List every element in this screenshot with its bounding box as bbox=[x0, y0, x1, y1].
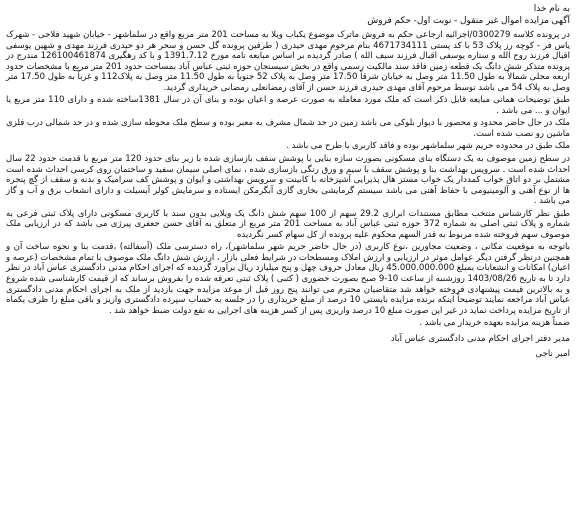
zoning-paragraph: ملک طبق در محدوده حریم شهر سلماشهر بوده و فاقد کاربری یا طرح می باشد . bbox=[286, 141, 570, 152]
valuation-and-auction-paragraph: باتوجه به موقعیت مکانی ، وضعیت مجاورین ،نوع کاربری (در حال حاضر حریم شهر سلماشهر)، راه دسترسی ملک (آسفالته) ،قدمت بنا و نحوه ساخت آن و همچنین درنظر گرفتن دیگر عوامل موثر در ارزیابی و ارزش املاک ومسطحات در شرایط فعلی بازار ، ارزش شش دانگ ملک موصوف با تمام مشخصات (عرصه و اعیان) امکانات و انشعابات بمبلغ 45.000.000.000 ریال معادل حروف چهل و پنج میلیارد ریال برآورد گردیده که اجرای احکام مدنی دادگستری عباس آباد در نظر دارد تا به تاریخ 1403/08/26 روزشنبه از ساعت 10-9 صبح بصورت حضوری ( کتبی ) پلاک ثبتی تعرفه شده را بفروش برساند که از قیمت کارشناسی شده شروع و به بالاترین قیمت پیشنهادی فروخته خواهد شد متقاضیان محترم می توانند پنج روز قبل از موعد مزایده جهت بازدید از ملک به اجرای احکام مدنی دادگستری عباس آباد مراجعه نمایند توضیحاً اینکه برنده مزایده بایستی 10 درصد از مبلغ خریداری را در جلسه به حساب سپرده دادگستری واریز و باقی مبلغ را ظرف یکماه از تاریخ مزایده پرداخت نماید در غیر این صورت مبلغ 10 درصد واریزی پس از کسر هزینه های اجرایی به نفع دولت ضبط خواهد شد . bbox=[6, 242, 570, 316]
bismillah-line: به نام خدا bbox=[533, 4, 570, 14]
property-boundary-paragraph: ملک در حال حاضر محدود و محصور با دیوار بلوکی می باشد زمین در حد شمال مشرف به معبر بوده و سطح ملک محوطه سازی شده و در حد شمالی درب فلزی ماشین رو نصب شده است. bbox=[6, 118, 570, 139]
expert-opinion-paragraph: طبق نظر کارشناس منتخب مطابق مستندات ابرازی 29.2 سهم از 100 سهم شش دانگ یک ویلایی بدون سند با کاربری مسکونی دارای پلاک ثبتی فرعی به شماره و پلاک ثبتی اصلی به شماره 372 حوزه ثبتی عباس آباد به مساحت 201 متر مربع از متعلق به آقای حسن جعفری پیرژی می باشد که در ارزیابی ملک موصوف سهم فروخته شده مربوط به قدر السهم محکوم علیه پرونده از کل سهام کسر نگردیده bbox=[6, 208, 571, 240]
notice-title: آگهی مزایده اموال غیر منقول - نوبت اول- حکم فروش bbox=[367, 16, 570, 26]
signature-office: مدیر دفتر اجرای احکام مدنی دادگستری عباس آباد bbox=[390, 333, 570, 344]
signature-name: امیر ناجی bbox=[535, 348, 570, 359]
auction-cost-paragraph: ضمناً هزینه مزایده بعهده خریدار می باشد . bbox=[419, 318, 570, 329]
building-description-paragraph: در سطح زمین موصوف به یک دستگاه بنای مسکونی بصورت سازه بنایی با پوشش سقف بازسازی شده با زیر بنای حدود 120 متر مربع با قدمت حدود 22 سال احداث شده است . سرویس بهداشت بنا و پوشش سقف با سیم و ورق رنگی بازسازی شده ، نمای اصلی سیمان سفید و ساختمان روی کرسی احداث شده است مشتمل بر دو اتاق خواب کمددار یک خواب مستر هال پذیرایی آشپزخانه با کابینت و سرویس بهداشتی و ایوان و پوشش کف سرامیک و بدنه و سقف از گچ پنجره ها از نوع آهنی و آلومینیومی با حفاظ آهنی می باشد سیستم گرمایشی بخاری گازی آبگرمکن ایستاده و سرمایش کولر آبسیلت و دارای انشعاب برق و آب و گاز می باشد . bbox=[6, 154, 570, 207]
case-description-paragraph: در پرونده کلاسه 0300279/اجرائیه ارجاعی حکم به فروش ماترک موضوع یکباب ویلا به مساحت 201 متر مربع واقع در سلماشهر - خیابان شهید فلاحی - شهرک یاس فر - کوچه رز پلاک 53 با کد پستی 4671734111 بنام مرحوم مهدی حیدری ( طرفین پرونده گل حسن و سحر هر دو حیدری فرزند مهدی و شهین یوسفی اقبال فرزند روح الله و ستاره یوسفی اقبال فرزند سیف الله ) صادر گردیده بر اساس مبایعه نامه مورخ 1391.7.12 و با کد رهگیری 126100461874 مندرج در پرونده متذکر شش دانگ یک قطعه زمین فاقد سند مالکیت رسمی واقع در بخش سیسنجان حوزه ثبتی عباس آباد بمساحت حدود 201 متر مربع با مشخصات حدود اربعه محلی شمالاً به طول 11.50 متر وصل به خیابان شرقاً 17.50 متر وصل به پلاک 52 جنوباً به طول 11.50 متر وصل به پلاک112 و غرباً به طول 17.50 متر وصل به پلاک 54 می باشد توسط مرحوم آقای مهدی حیدری فرزند حسن از آقای رمضانعلی رمضانی خریداری گردید. bbox=[6, 30, 571, 93]
contract-details-paragraph: طبق توضیحات همانی مبایعه قابل ذکر است که ملک مورد معامله به صورت عرصه و اعیان بوده و بنای آن در سال 1381ساخته شده و دارای 110 متر مربع یا ایوان و ... می باشد . bbox=[6, 95, 570, 116]
